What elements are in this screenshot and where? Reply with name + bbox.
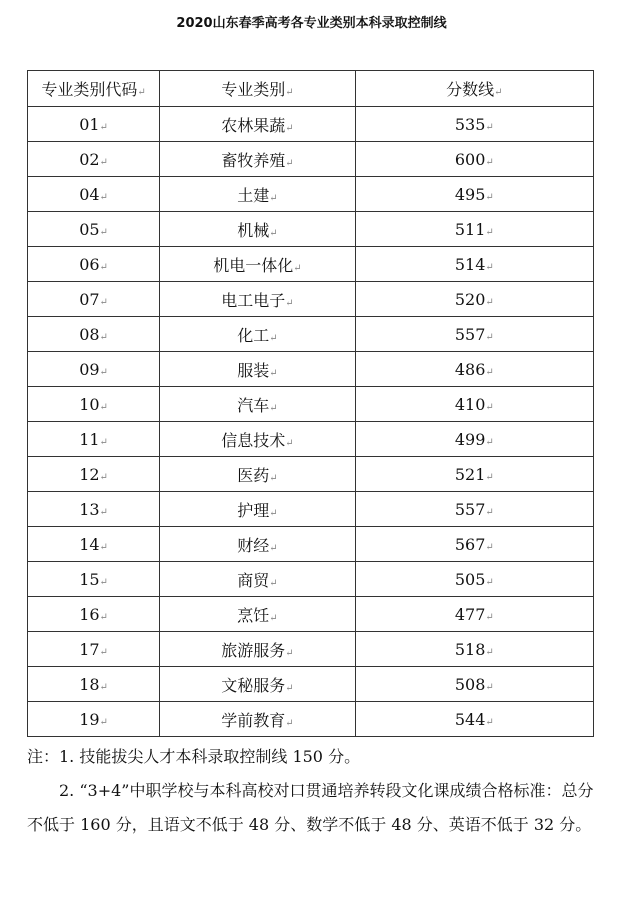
cell-score: 557↵ <box>355 492 593 527</box>
cell-code: 16↵ <box>28 597 160 632</box>
cell-code: 14↵ <box>28 527 160 562</box>
cell-category: 烹饪↵ <box>160 597 356 632</box>
cell-category: 汽车↵ <box>160 387 356 422</box>
cell-score: 567↵ <box>355 527 593 562</box>
table-row <box>28 142 594 177</box>
table-row <box>28 702 594 737</box>
cell-code: 11↵ <box>28 422 160 457</box>
cell-score: 520↵ <box>355 282 593 317</box>
table-row <box>28 177 594 212</box>
cell-category: 医药↵ <box>160 457 356 492</box>
cell-score: 535↵ <box>355 107 593 142</box>
table-row <box>28 527 594 562</box>
cell-score: 511↵ <box>355 212 593 247</box>
cell-category: 机械↵ <box>160 212 356 247</box>
table-row <box>28 212 594 247</box>
cell-category: 学前教育↵ <box>160 702 356 737</box>
cell-code: 19↵ <box>28 702 160 737</box>
cell-code: 06↵ <box>28 247 160 282</box>
cell-code: 01↵ <box>28 107 160 142</box>
cell-score: 518↵ <box>355 632 593 667</box>
table-row <box>28 667 594 702</box>
cell-score: 600↵ <box>355 142 593 177</box>
cell-code: 10↵ <box>28 387 160 422</box>
cell-score: 544↵ <box>355 702 593 737</box>
table-row <box>28 282 594 317</box>
cell-score: 410↵ <box>355 387 593 422</box>
cell-category: 信息技术↵ <box>160 422 356 457</box>
cell-code: 13↵ <box>28 492 160 527</box>
page-title: 2020山东春季高考各专业类别本科录取控制线 <box>176 16 447 31</box>
cell-score: 499↵ <box>355 422 593 457</box>
cell-code: 12↵ <box>28 457 160 492</box>
cell-category: 服装↵ <box>160 352 356 387</box>
cell-category: 文秘服务↵ <box>160 667 356 702</box>
cell-score: 495↵ <box>355 177 593 212</box>
header-score: 分数线↵ <box>355 71 593 107</box>
table-row <box>28 422 594 457</box>
cell-category: 旅游服务↵ <box>160 632 356 667</box>
cell-category: 化工↵ <box>160 317 356 352</box>
table-row <box>28 632 594 667</box>
table-row <box>28 457 594 492</box>
header-category: 专业类别↵ <box>160 71 356 107</box>
note-2: 2. “3+4”中职学校与本科高校对口贯通培养转段文化课成绩合格标准：总分不低于 160 分，且语文不低于 48 分、数学不低于 48 分、英语不低于 32 分。 <box>27 781 594 834</box>
cell-score: 508↵ <box>355 667 593 702</box>
cell-category: 电工电子↵ <box>160 282 356 317</box>
cell-code: 07↵ <box>28 282 160 317</box>
cell-code: 15↵ <box>28 562 160 597</box>
cell-code: 18↵ <box>28 667 160 702</box>
table-row <box>28 562 594 597</box>
cell-code: 17↵ <box>28 632 160 667</box>
cell-code: 09↵ <box>28 352 160 387</box>
cell-score: 505↵ <box>355 562 593 597</box>
cell-score: 514↵ <box>355 247 593 282</box>
cell-code: 08↵ <box>28 317 160 352</box>
cell-code: 02↵ <box>28 142 160 177</box>
notes <box>27 740 597 842</box>
cell-score: 486↵ <box>355 352 593 387</box>
cell-category: 财经↵ <box>160 527 356 562</box>
cell-category: 土建↵ <box>160 177 356 212</box>
cell-score: 521↵ <box>355 457 593 492</box>
table-row <box>28 247 594 282</box>
cell-category: 畜牧养殖↵ <box>160 142 356 177</box>
header-code: 专业类别代码↵ <box>28 71 160 107</box>
cell-category: 商贸↵ <box>160 562 356 597</box>
cell-category: 机电一体化↵ <box>160 247 356 282</box>
table-header-row <box>28 71 594 107</box>
cell-score: 557↵ <box>355 317 593 352</box>
score-table <box>27 70 594 737</box>
table-row <box>28 597 594 632</box>
table-row <box>28 107 594 142</box>
table-row <box>28 352 594 387</box>
cell-score: 477↵ <box>355 597 593 632</box>
cell-category: 护理↵ <box>160 492 356 527</box>
table-body <box>28 107 594 737</box>
note-1: 注：1. 技能拔尖人才本科录取控制线 150 分。 <box>27 747 361 766</box>
cell-code: 05↵ <box>28 212 160 247</box>
table-row <box>28 317 594 352</box>
cell-category: 农林果蔬↵ <box>160 107 356 142</box>
table-row <box>28 387 594 422</box>
table-row <box>28 492 594 527</box>
cell-code: 04↵ <box>28 177 160 212</box>
